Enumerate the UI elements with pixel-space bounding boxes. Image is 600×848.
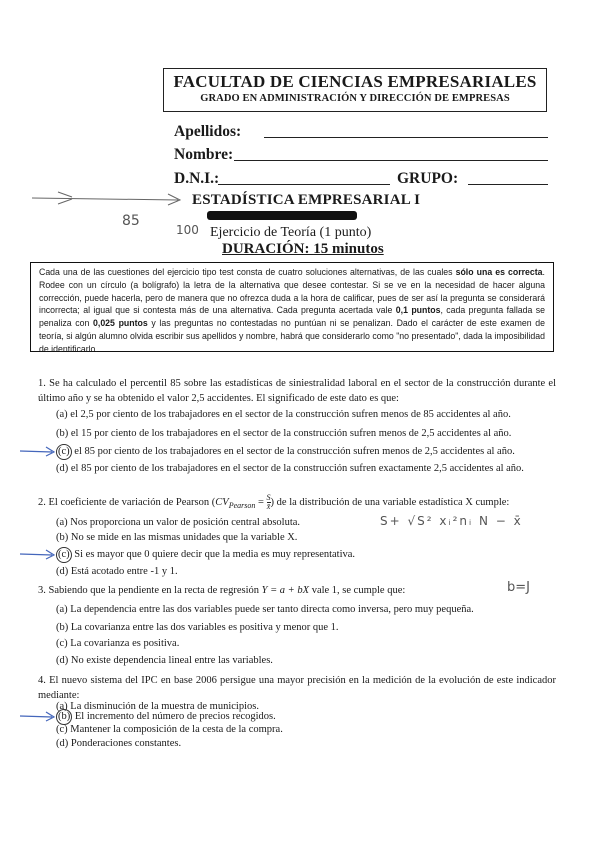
handwritten-arrow-icon (18, 444, 58, 458)
handwritten-score-100: 100 (176, 223, 199, 237)
instructions-bold-2: 0,1 puntos (395, 305, 441, 316)
exam-subject: ESTADÍSTICA EMPRESARIAL I (192, 192, 421, 208)
handwritten-arrow-icon (28, 186, 188, 216)
q2-text-after: ) de la distribución de una variable estadística X cumple: (270, 496, 510, 508)
q3-text-after: vale 1, se cumple que: (311, 585, 406, 596)
q2-option-c[interactable] (56, 547, 386, 563)
group-field[interactable] (468, 184, 548, 185)
q2-text-before: 2. El coeficiente de variación de Pearson ( (38, 496, 216, 508)
instructions-box (30, 262, 554, 352)
q2-option-c-text: Si es mayor que 0 quiere decir que la media es muy representativa. (74, 549, 356, 560)
q2-option-a[interactable]: (a) Nos proporciona un valor de posición central absoluta. (56, 517, 301, 528)
instructions-text-2: . Rodee con un círculo (a bolígrafo) la letra de la alternativa que desee contestar. Si se ve en la necesidad de hacer alguna corrección, puede hacerla, pero de manera que no ofrezca duda a la hora de calificar, pues de ser así la pregunta se considerará incorrecta; al igual que si contesta más de una alternativa. Cada pregunta acertada vale (39, 267, 545, 316)
instructions-text-1: Cada una de las cuestiones del ejercicio tipo test consta de cuatro soluciones alternativas, de las cuales (39, 267, 453, 277)
exercise-title: Ejercicio de Teoría (1 punto) (210, 225, 372, 240)
instructions-bold-3: 0,025 puntos (93, 318, 148, 329)
q3-option-d[interactable]: (d) No existe dependencia lineal entre las variables. (56, 655, 273, 666)
instructions-bold-1: sólo una es correcta (455, 267, 543, 277)
handwritten-score-85: 85 (122, 213, 140, 229)
name-field[interactable] (234, 160, 548, 161)
header-box (163, 68, 547, 112)
instructions-text-4: y las preguntas no contestadas no puntúan ni se penalizan. Dado el carácter de este examen de teoría, si algún alumno olvida escribir sus apellidos y nombre, habrá que considerarlo como "no presentado", dada la imposibilidad de identificarlo. (39, 318, 545, 354)
handwritten-note-q2: S+ √S² xᵢ²nᵢ N − x̄ (380, 514, 523, 528)
q4-option-d[interactable]: (d) Ponderaciones constantes. (56, 738, 182, 749)
question-2-text (38, 494, 558, 514)
q2-marked-letter: (c) (56, 547, 72, 563)
q3-formula: Y = a + bX (261, 585, 310, 596)
q1-option-c[interactable] (56, 444, 556, 460)
q4-option-c[interactable]: (c) Mantener la composición de la cesta de la compra. (56, 724, 283, 735)
q2-formula-sub: Pearson (228, 501, 256, 510)
q1-marked-letter: (c) (56, 444, 72, 460)
q4-option-a[interactable]: (a) La disminución de la muestra de municipios. (56, 701, 259, 712)
duration-title: DURACIÓN: 15 minutos (222, 241, 384, 257)
instructions-text-3: , cada pregunta fallada se penaliza con (39, 305, 545, 329)
redaction-bar (207, 211, 357, 220)
q3-option-b[interactable]: (b) La covarianza entre las dos variables es positiva y menor que 1. (56, 622, 339, 633)
group-label: GRUPO: (397, 170, 459, 187)
q3-option-c[interactable]: (c) La covarianza es positiva. (56, 638, 180, 649)
degree-title: GRADO EN ADMINISTRACIÓN Y DIRECCIÓN DE EMPRESAS (200, 93, 510, 104)
faculty-title: FACULTAD DE CIENCIAS EMPRESARIALES (173, 72, 537, 91)
q2-option-b[interactable]: (b) No se mide en las mismas unidades que la variable X. (56, 532, 298, 543)
handwritten-arrow-icon (18, 709, 58, 723)
name-label: Nombre: (174, 146, 234, 163)
q4-marked-letter: (b) (56, 709, 72, 725)
q3-text-before: 3. Sabiendo que la pendiente en la recta de regresión (38, 585, 259, 596)
handwritten-arrow-icon (18, 547, 58, 561)
dni-field[interactable] (218, 184, 390, 185)
q1-option-b[interactable]: (b) el 15 por ciento de los trabajadores en el sector de la construcción sufren menos de 2,5 accidentes al año. (56, 428, 512, 439)
q1-option-a[interactable]: (a) el 2,5 por ciento de los trabajadores en el sector de la construcción sufren menos de 85 accidentes al año. (56, 409, 511, 420)
handwritten-note-q3: b=J (507, 580, 530, 595)
q2-formula: CV (215, 496, 229, 508)
q3-option-a[interactable]: (a) La dependencia entre las dos variables puede ser tanto directa como inversa, pero muy pequeña. (56, 604, 474, 615)
q4-option-b-text: El incremento del número de precios recogidos. (74, 711, 276, 722)
q1-option-c-text: el 85 por ciento de los trabajadores en el sector de la construcción sufren menos de 2,5 accidentes al año. (74, 446, 515, 457)
q2-fraction-num: S (266, 493, 271, 502)
q1-option-d[interactable]: (d) el 85 por ciento de los trabajadores en el sector de la construcción sufren exactamente 2,5 accidentes al año. (56, 463, 524, 474)
dni-label: D.N.I.: (174, 170, 220, 187)
q2-fraction-den: x̄ (266, 502, 271, 511)
surname-field[interactable] (264, 137, 548, 138)
q2-formula-eq: = (257, 496, 264, 508)
q2-option-d[interactable]: (d) Está acotado entre -1 y 1. (56, 566, 178, 577)
question-1-text: 1. Se ha calculado el percentil 85 sobre las estadísticas de siniestralidad laboral en el sector de la construcción durante el último año y se ha obtenido el valor 2,5 accidentes. El significado de este dato es que: (38, 378, 556, 404)
question-3-text (38, 584, 468, 599)
question-4-text: 4. El nuevo sistema del IPC en base 2006 persigue una mayor precisión en la medición de la evolución de este indicador mediante: (38, 675, 556, 701)
surname-label: Apellidos: (174, 123, 242, 140)
